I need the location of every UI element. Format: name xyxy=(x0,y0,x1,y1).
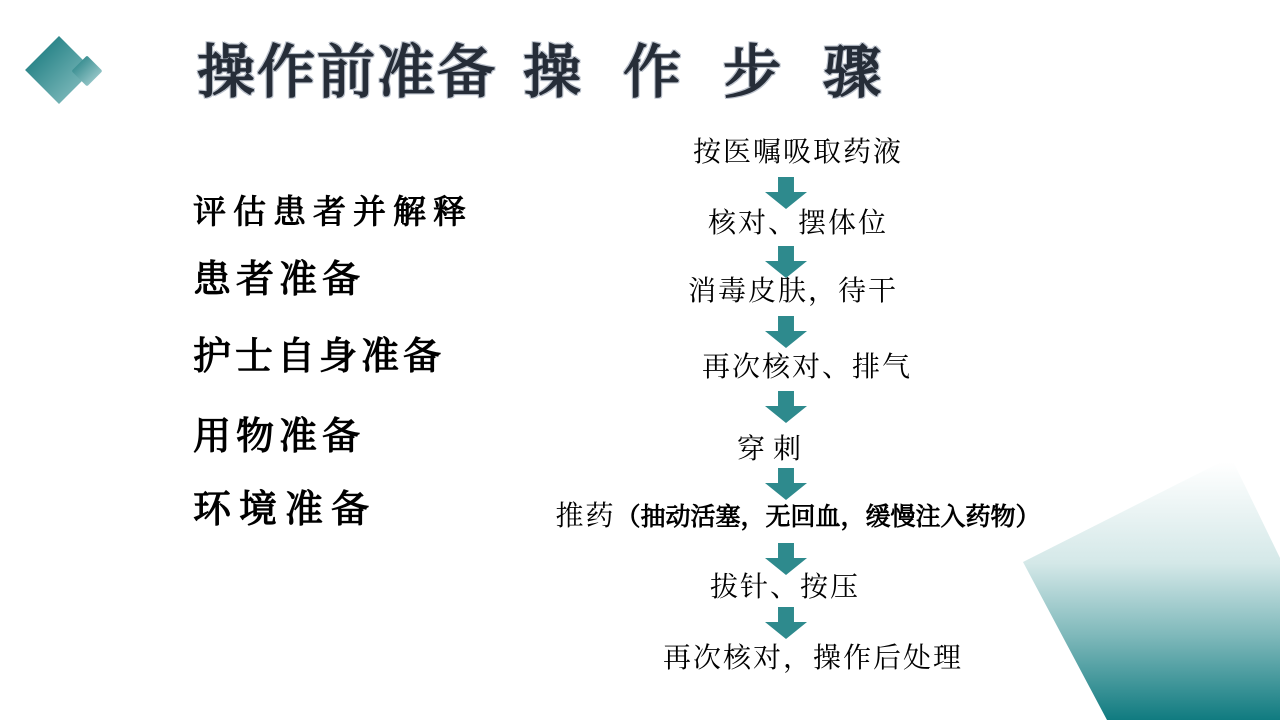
down-arrow-icon xyxy=(765,607,807,639)
prep-item-environment: 环境准备 xyxy=(193,489,378,531)
flow-step-inject-detail: （抽动活塞，无回血，缓慢注入药物） xyxy=(615,502,1041,531)
flow-step-inject-medication xyxy=(520,499,1076,533)
prep-item-assess-patient: 评估患者并解释 xyxy=(193,193,473,230)
prep-item-nurse-self: 护士自身准备 xyxy=(193,336,446,378)
flow-step-puncture: 穿刺 xyxy=(736,432,809,465)
procedure-flowchart xyxy=(520,0,1076,720)
down-arrow-icon xyxy=(765,468,807,500)
flow-step-inject-label: 推药 xyxy=(555,499,616,532)
down-arrow-icon xyxy=(765,177,807,209)
title-preparation: 操作前准备 xyxy=(197,40,498,105)
down-arrow-icon xyxy=(765,391,807,423)
flow-step-final-check-cleanup: 再次核对，操作后处理 xyxy=(662,641,963,674)
flow-step-draw-medication: 按医嘱吸取药液 xyxy=(692,135,903,168)
down-arrow-icon xyxy=(765,316,807,348)
prep-item-patient: 患者准备 xyxy=(193,259,366,301)
flow-step-recheck-expel-air: 再次核对、排气 xyxy=(701,350,912,383)
flow-step-check-position: 核对、摆体位 xyxy=(707,206,888,239)
prep-item-supplies: 用物准备 xyxy=(193,416,366,458)
flow-step-disinfect-skin: 消毒皮肤，待干 xyxy=(687,274,898,307)
flow-step-withdraw-press: 拔针、按压 xyxy=(709,570,860,603)
title-procedure: 操作步骤 xyxy=(523,40,924,105)
